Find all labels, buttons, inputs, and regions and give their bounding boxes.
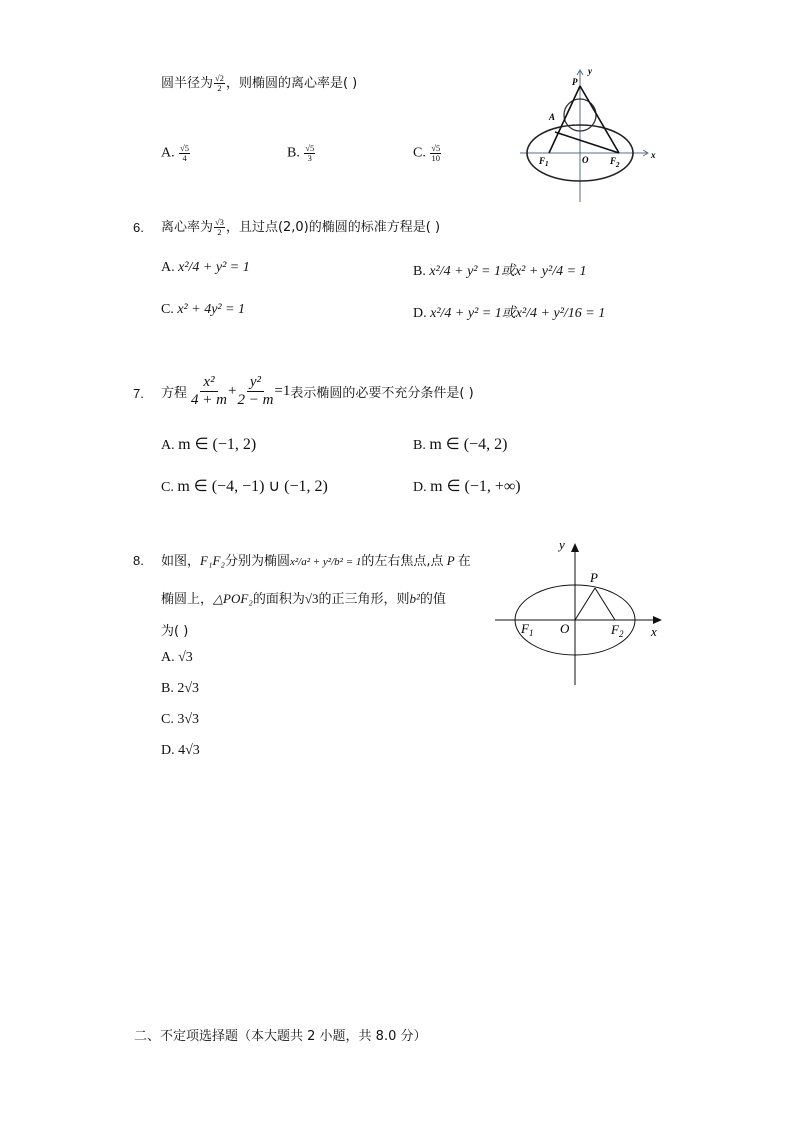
option-label: C. (413, 145, 426, 161)
frac-num: x² (200, 374, 217, 392)
frac-num: √5 (305, 143, 315, 153)
text: 的正三角形，则 (318, 592, 410, 607)
frac-den: 2 (217, 227, 222, 237)
text: 的左右焦点,点 (361, 554, 444, 569)
label-f2-sub: 2 (616, 161, 620, 169)
option-text: x²/4 + y² = 1或x²/4 + y²/16 = 1 (430, 306, 606, 321)
label-p: P (590, 570, 598, 585)
option-text: m ∈ (−4, 2) (429, 436, 508, 453)
option-text: x² + 4y² = 1 (177, 302, 246, 317)
option-text: 2√3 (177, 681, 200, 696)
option-label: D. (161, 743, 175, 758)
option-text: m ∈ (−4, −1) ∪ (−1, 2) (177, 478, 328, 495)
label-f1-sub: 1 (545, 160, 549, 168)
frac-num: √5 (180, 143, 190, 153)
q7-option-b[interactable] (413, 434, 507, 454)
frac-num: y² (247, 374, 264, 392)
b-squared: b² (409, 591, 420, 606)
point-p: P (443, 553, 458, 568)
label-f1: F (539, 156, 546, 166)
q6-stem-prefix: 离心率为 (161, 220, 214, 235)
section-heading: 二、不定项选择题（本大题共 2 小题，共 8.0 分） (134, 1029, 427, 1044)
q5-stem (161, 72, 357, 93)
q5-radius-fraction (214, 74, 225, 93)
option-fraction (179, 144, 190, 163)
q8-ellipse-figure (490, 530, 670, 690)
frac-num: √3 (215, 217, 224, 227)
q5-option-c[interactable] (413, 144, 442, 163)
text: 椭圆上， (161, 592, 214, 607)
option-text: √3 (178, 650, 193, 665)
option-label: A. (161, 145, 175, 161)
triangle-label: △POF₂ (213, 591, 253, 606)
q8-stem-line-2 (161, 588, 446, 607)
label-x: x (651, 624, 657, 639)
q8-option-c[interactable] (161, 712, 199, 728)
segment-op (575, 588, 595, 620)
option-label: A. (161, 650, 175, 665)
option-label: C. (161, 712, 174, 727)
q7-fraction-2 (237, 374, 273, 409)
q8-stem-line-1 (161, 550, 471, 569)
q8-stem-line-3: 为( ) (161, 624, 189, 639)
q7-option-a[interactable] (161, 434, 256, 454)
label-f2: F (611, 622, 619, 637)
label-f2-sub: 2 (619, 629, 624, 639)
q7-stem (161, 374, 474, 409)
option-text: 4√3 (178, 743, 200, 758)
label-p: P (572, 77, 578, 87)
ellipse-equation: x²/a² + y²/b² = 1 (289, 556, 362, 568)
frac-den: 2 − m (237, 392, 274, 408)
q8-option-a[interactable] (161, 650, 193, 666)
option-label: A. (161, 260, 175, 275)
q7-stem-suffix: 表示椭圆的必要不充分条件是( ) (290, 386, 474, 401)
q7-option-c[interactable] (161, 476, 328, 496)
q8-option-d[interactable] (161, 743, 200, 759)
q6-stem (161, 216, 440, 237)
q6-stem-suffix: ，且过点(2,0)的椭圆的标准方程是( ) (225, 220, 441, 235)
q7-stem-prefix: 方程 (161, 386, 188, 401)
option-label: D. (413, 306, 427, 321)
option-label: A. (161, 438, 175, 453)
equals-one: =1 (274, 383, 291, 399)
sqrt-three: √3 (304, 591, 319, 606)
option-text: x²/4 + y² = 1或x² + y²/4 = 1 (429, 264, 587, 279)
q6-option-d[interactable] (413, 302, 605, 322)
q5-stem-suffix: ，则椭圆的离心率是( ) (225, 76, 358, 91)
label-o: O (582, 155, 589, 165)
label-y: y (559, 537, 565, 552)
q7-number: 7. (133, 386, 144, 401)
q8-option-b[interactable] (161, 681, 199, 697)
frac-den: 4 (182, 153, 187, 163)
text: 的面积为 (252, 592, 305, 607)
text: 如图， (161, 554, 201, 569)
text: 分别为椭圆 (224, 554, 290, 569)
option-text: m ∈ (−1, +∞) (430, 478, 521, 495)
option-label: B. (413, 264, 426, 279)
q6-option-c[interactable] (161, 302, 245, 318)
x-axis-arrow-icon (653, 616, 662, 624)
frac-num: √5 (431, 143, 441, 153)
label-f1-sub: 1 (529, 628, 534, 638)
frac-den: 10 (431, 153, 441, 163)
frac-den: 4 + m (191, 392, 227, 408)
q5-option-a[interactable] (161, 144, 191, 163)
q6-number: 6. (133, 220, 144, 235)
label-o: O (560, 621, 570, 636)
label-y: y (588, 66, 592, 76)
q5-stem-prefix: 圆半径为 (161, 76, 214, 91)
plus-sign: + (227, 383, 237, 399)
label-x: x (651, 150, 656, 160)
option-label: C. (161, 302, 174, 317)
q6-option-a[interactable] (161, 260, 250, 276)
label-f1: F (521, 621, 529, 636)
text: 的值 (419, 592, 446, 607)
option-fraction (304, 144, 315, 163)
q5-option-b[interactable] (287, 144, 316, 163)
frac-num: √2 (215, 73, 224, 83)
frac-den: 3 (307, 153, 312, 163)
option-text: m ∈ (−1, 2) (178, 436, 257, 453)
q6-option-b[interactable] (413, 260, 587, 280)
q8-number: 8. (133, 553, 144, 568)
y-axis-arrow-icon (571, 543, 579, 552)
foci-label: F₁F₂ (200, 553, 225, 568)
option-text: 3√3 (177, 712, 200, 727)
label-f2: F (610, 156, 617, 166)
option-label: B. (161, 681, 174, 696)
frac-den: 2 (217, 83, 222, 93)
text: 在 (457, 554, 471, 569)
option-fraction (430, 144, 441, 163)
q6-eccentricity-fraction (214, 218, 225, 237)
q7-fraction-1 (191, 374, 227, 409)
option-text: x²/4 + y² = 1 (178, 260, 250, 275)
label-a: A (549, 112, 556, 122)
q7-option-d[interactable] (413, 476, 521, 496)
option-label: B. (413, 438, 426, 453)
option-label: D. (413, 480, 427, 495)
q5-ellipse-figure (515, 60, 665, 205)
option-label: B. (287, 145, 300, 161)
option-label: C. (161, 480, 174, 495)
